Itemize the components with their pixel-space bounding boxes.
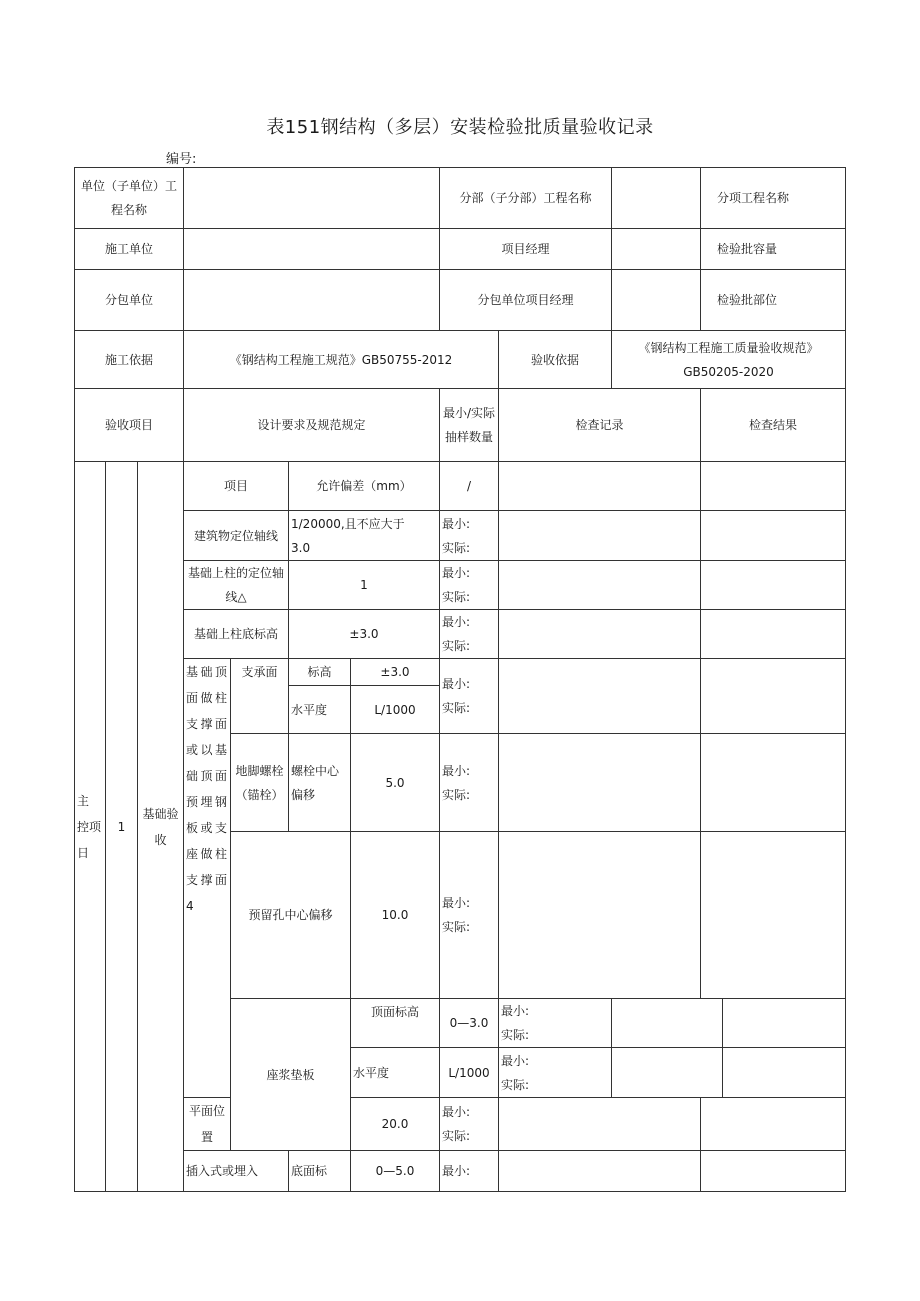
min-label: 最小: [442, 516, 471, 531]
min-label: 最小: [501, 1053, 530, 1068]
levelness-tolerance: L/1000 [351, 686, 440, 734]
subcontract-pm-label: 分包单位项目经理 [440, 270, 612, 331]
grout-levelness-samples[interactable] [499, 1048, 612, 1098]
record-cell[interactable] [499, 1098, 701, 1151]
main-control-category: 主 控项 日 [75, 462, 106, 1192]
project-manager-value[interactable] [612, 229, 701, 270]
min-label: 最小: [501, 1004, 530, 1018]
inspection-record-header: 检查记录 [499, 389, 701, 462]
min-label: 最小: [442, 1164, 471, 1178]
axis-item: 建筑物定位轴线 [184, 511, 289, 561]
levelness-label: 水平度 [289, 686, 351, 734]
grout-pad-label: 座浆垫板 [231, 999, 351, 1151]
slash-cell: / [440, 462, 499, 511]
plane-position-label: 平面位置 [184, 1098, 231, 1151]
division-project-name-value[interactable] [612, 168, 701, 229]
actual-label: 实际: [442, 920, 471, 934]
reserved-hole-samples[interactable] [440, 832, 499, 999]
record-cell[interactable] [499, 610, 701, 659]
subcontract-unit-value[interactable] [184, 270, 440, 331]
min-label: 最小: [442, 763, 471, 778]
actual-label: 实际: [501, 1077, 530, 1092]
min-label: 最小: [442, 896, 471, 910]
elevation-label: 标高 [289, 659, 351, 686]
column-axis-tolerance: 1 [289, 561, 440, 610]
support-surface-group: 基础顶面做柱支撑面或以基础顶面预埋钢板或支座做柱支撑面4 [184, 659, 231, 1098]
column-base-samples[interactable] [440, 610, 499, 659]
actual-label: 实际: [442, 639, 471, 653]
actual-label: 实际: [501, 1028, 530, 1042]
top-elevation-samples[interactable] [499, 999, 612, 1048]
result-cell[interactable] [701, 462, 846, 511]
unit-project-name-value[interactable] [184, 168, 440, 229]
record-cell[interactable] [499, 1151, 701, 1192]
result-cell[interactable] [701, 1098, 846, 1151]
actual-label: 实际: [442, 787, 471, 802]
record-cell[interactable] [499, 511, 701, 561]
result-cell[interactable] [723, 1048, 846, 1098]
insert-type-label: 插入式或埋入 [184, 1151, 289, 1192]
bearing-surface-label: 支承面 [231, 659, 289, 734]
actual-label: 实际: [442, 540, 471, 555]
construction-unit-label: 施工单位 [75, 229, 184, 270]
reserved-hole-label: 预留孔中心偏移 [231, 832, 351, 999]
construction-basis-label: 施工依据 [75, 331, 184, 389]
axis-tolerance: 1/20000,且不应大于 3.0 [289, 511, 440, 561]
axis-samples[interactable] [440, 511, 499, 561]
bottom-elevation-samples[interactable] [440, 1151, 499, 1192]
actual-label: 实际: [442, 701, 471, 715]
min-label: 最小: [442, 1105, 471, 1119]
record-cell[interactable] [612, 1048, 723, 1098]
elevation-tolerance: ±3.0 [351, 659, 440, 686]
column-axis-item: 基础上柱的定位轴线△ [184, 561, 289, 610]
record-cell[interactable] [499, 734, 701, 832]
division-project-name-label: 分部（子分部）工程名称 [440, 168, 612, 229]
grout-levelness-tolerance: L/1000 [440, 1048, 499, 1098]
acceptance-basis-label: 验收依据 [499, 331, 612, 389]
result-cell[interactable] [701, 832, 846, 999]
bolt-offset-tolerance: 5.0 [351, 734, 440, 832]
min-label: 最小: [442, 677, 471, 691]
top-elevation-tolerance: 0—3.0 [440, 999, 499, 1048]
acceptance-basis-value: 《钢结构工程施工质量验收规范》 GB50205-2020 [612, 331, 846, 389]
sub-item-project-name-label: 分项工程名称 [701, 168, 846, 229]
bolt-offset-samples[interactable] [440, 734, 499, 832]
result-cell[interactable] [701, 561, 846, 610]
bottom-elevation-tolerance: 0—5.0 [351, 1151, 440, 1192]
serial-number-label: 编号: [166, 152, 197, 167]
reserved-hole-tolerance: 10.0 [351, 832, 440, 999]
record-cell[interactable] [612, 999, 723, 1048]
unit-project-name-label: 单位（子单位）工程名称 [75, 168, 184, 229]
result-cell[interactable] [723, 999, 846, 1048]
result-cell[interactable] [701, 659, 846, 734]
min-label: 最小: [442, 615, 471, 629]
column-axis-samples[interactable] [440, 561, 499, 610]
sample-count-header: 最小/实际抽样数量 [440, 389, 499, 462]
acceptance-record-table [74, 167, 846, 1192]
result-cell[interactable] [701, 610, 846, 659]
record-cell[interactable] [499, 659, 701, 734]
inspection-result-header: 检查结果 [701, 389, 846, 462]
construction-unit-value[interactable] [184, 229, 440, 270]
subcontract-unit-label: 分包单位 [75, 270, 184, 331]
batch-capacity-label: 检验批容量 [701, 229, 846, 270]
plane-position-samples[interactable] [440, 1098, 499, 1151]
item-number: 1 [106, 462, 138, 1192]
bolt-offset-label: 螺栓中心偏移 [289, 734, 351, 832]
record-cell[interactable] [499, 832, 701, 999]
record-cell[interactable] [499, 561, 701, 610]
top-elevation-label: 顶面标高 [351, 999, 440, 1048]
design-requirement-header: 设计要求及规范规定 [184, 389, 440, 462]
result-cell[interactable] [701, 734, 846, 832]
plane-position-tolerance: 20.0 [351, 1098, 440, 1151]
column-base-item: 基础上柱底标高 [184, 610, 289, 659]
tolerance-column-label: 允许偏差（mm） [289, 462, 440, 511]
bearing-samples[interactable] [440, 659, 499, 734]
foundation-acceptance-group: 基础验收 [138, 462, 184, 1192]
bottom-elevation-label: 底面标 [289, 1151, 351, 1192]
anchor-bolt-label: 地脚螺栓（锚栓） [231, 734, 289, 832]
actual-label: 实际: [442, 1129, 471, 1143]
subcontract-pm-value[interactable] [612, 270, 701, 331]
project-manager-label: 项目经理 [440, 229, 612, 270]
result-cell[interactable] [701, 511, 846, 561]
acceptance-item-header: 验收项目 [75, 389, 184, 462]
column-base-tolerance: ±3.0 [289, 610, 440, 659]
result-cell[interactable] [701, 1151, 846, 1192]
item-column-label: 项目 [184, 462, 289, 511]
actual-label: 实际: [442, 590, 471, 604]
record-cell[interactable] [499, 462, 701, 511]
batch-location-label: 检验批部位 [701, 270, 846, 331]
construction-basis-value: 《钢结构工程施工规范》GB50755-2012 [184, 331, 499, 389]
min-label: 最小: [442, 566, 471, 580]
grout-levelness-label: 水平度 [351, 1048, 440, 1098]
form-title: 表151钢结构（多层）安装检验批质量验收记录 [266, 117, 654, 138]
